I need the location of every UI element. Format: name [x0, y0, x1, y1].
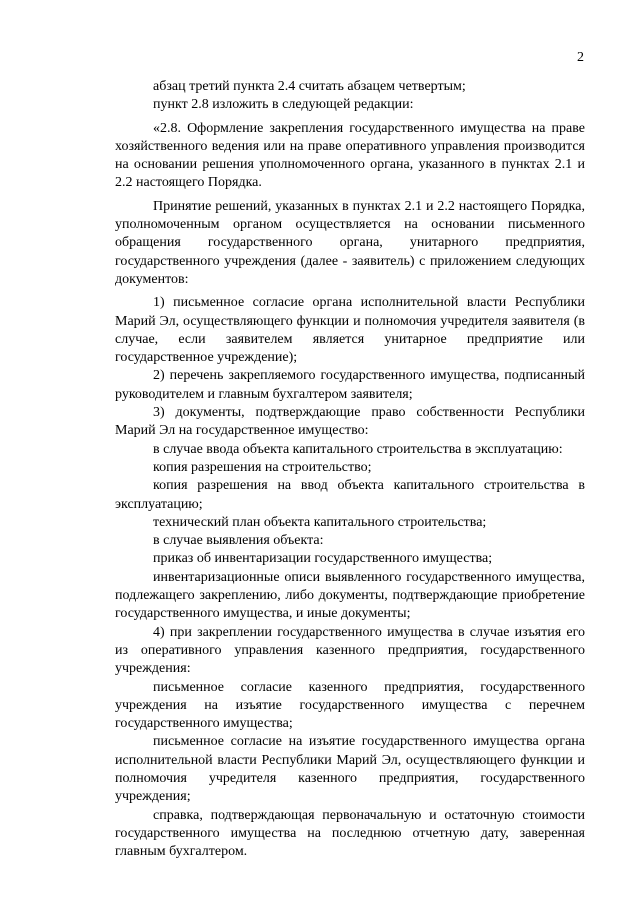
document-body	[115, 78, 585, 861]
paragraph: приказ об инвентаризации государственного имущества;	[153, 551, 493, 567]
paragraph: абзац третий пункта 2.4 считать абзацем четвертым;	[153, 79, 466, 94]
paragraph: пункт 2.8 изложить в следующей редакции:	[153, 97, 414, 113]
paragraph: «2.8. Оформление закрепления государственного имущества на праве хозяйственного ведения или на праве оперативного управления производится на основании решения уполномоченного органа, указанного в пунктах 2.1 и 2.2 настоящего Порядка.	[115, 120, 585, 191]
paragraph: 4) при закреплении государственного имущества в случае изъятия его из оперативного управления казенного предприятия, государственного учреждения:	[115, 624, 585, 677]
paragraph: письменное согласие казенного предприятия, государственного учреждения на изъятие государственного имущества с перечнем государственного имущества;	[115, 679, 585, 732]
paragraph: Принятие решений, указанных в пунктах 2.1 и 2.2 настоящего Порядка, уполномоченным органом осуществляется на основании письменного обращения государственного органа, унитарного предприятия, государственного учреждения (далее - заявитель) с приложением следующих документов:	[115, 198, 585, 287]
paragraph: 3) документы, подтверждающие право собственности Республики Марий Эл на государственное имущество:	[115, 405, 585, 439]
paragraph: в случае ввода объекта капитального строительства в эксплуатацию:	[153, 441, 563, 457]
paragraph: в случае выявления объекта:	[153, 533, 324, 549]
paragraph: справка, подтверждающая первоначальную и остаточную стоимости государственного имущества на последнюю отчетную дату, заверенная главным бухгалтером.	[115, 807, 585, 860]
paragraph: письменное согласие на изъятие государственного имущества органа исполнительной власти Республики Марий Эл, осуществляющего функции и полномочия учредителя казенного предприятия, государственного учреждения;	[115, 734, 585, 805]
paragraph: копия разрешения на ввод объекта капитального строительства в эксплуатацию;	[115, 478, 585, 512]
paragraph: технический план объекта капитального строительства;	[153, 514, 487, 530]
paragraph: 1) письменное согласие органа исполнительной власти Республики Марий Эл, осуществляющего функции и полномочия учредителя заявителя (в случае, если заявителем является унитарное предприятие или государственное учреждение);	[115, 295, 585, 366]
paragraph: инвентаризационные описи выявленного государственного имущества, подлежащего закреплению, либо документы, подтверждающие приобретение государственного имущества, и иные документы;	[115, 569, 585, 622]
page-number: 2	[577, 50, 584, 65]
paragraph: копия разрешения на строительство;	[153, 459, 372, 475]
paragraph: 2) перечень закрепляемого государственного имущества, подписанный руководителем и главным бухгалтером заявителя;	[115, 368, 585, 402]
